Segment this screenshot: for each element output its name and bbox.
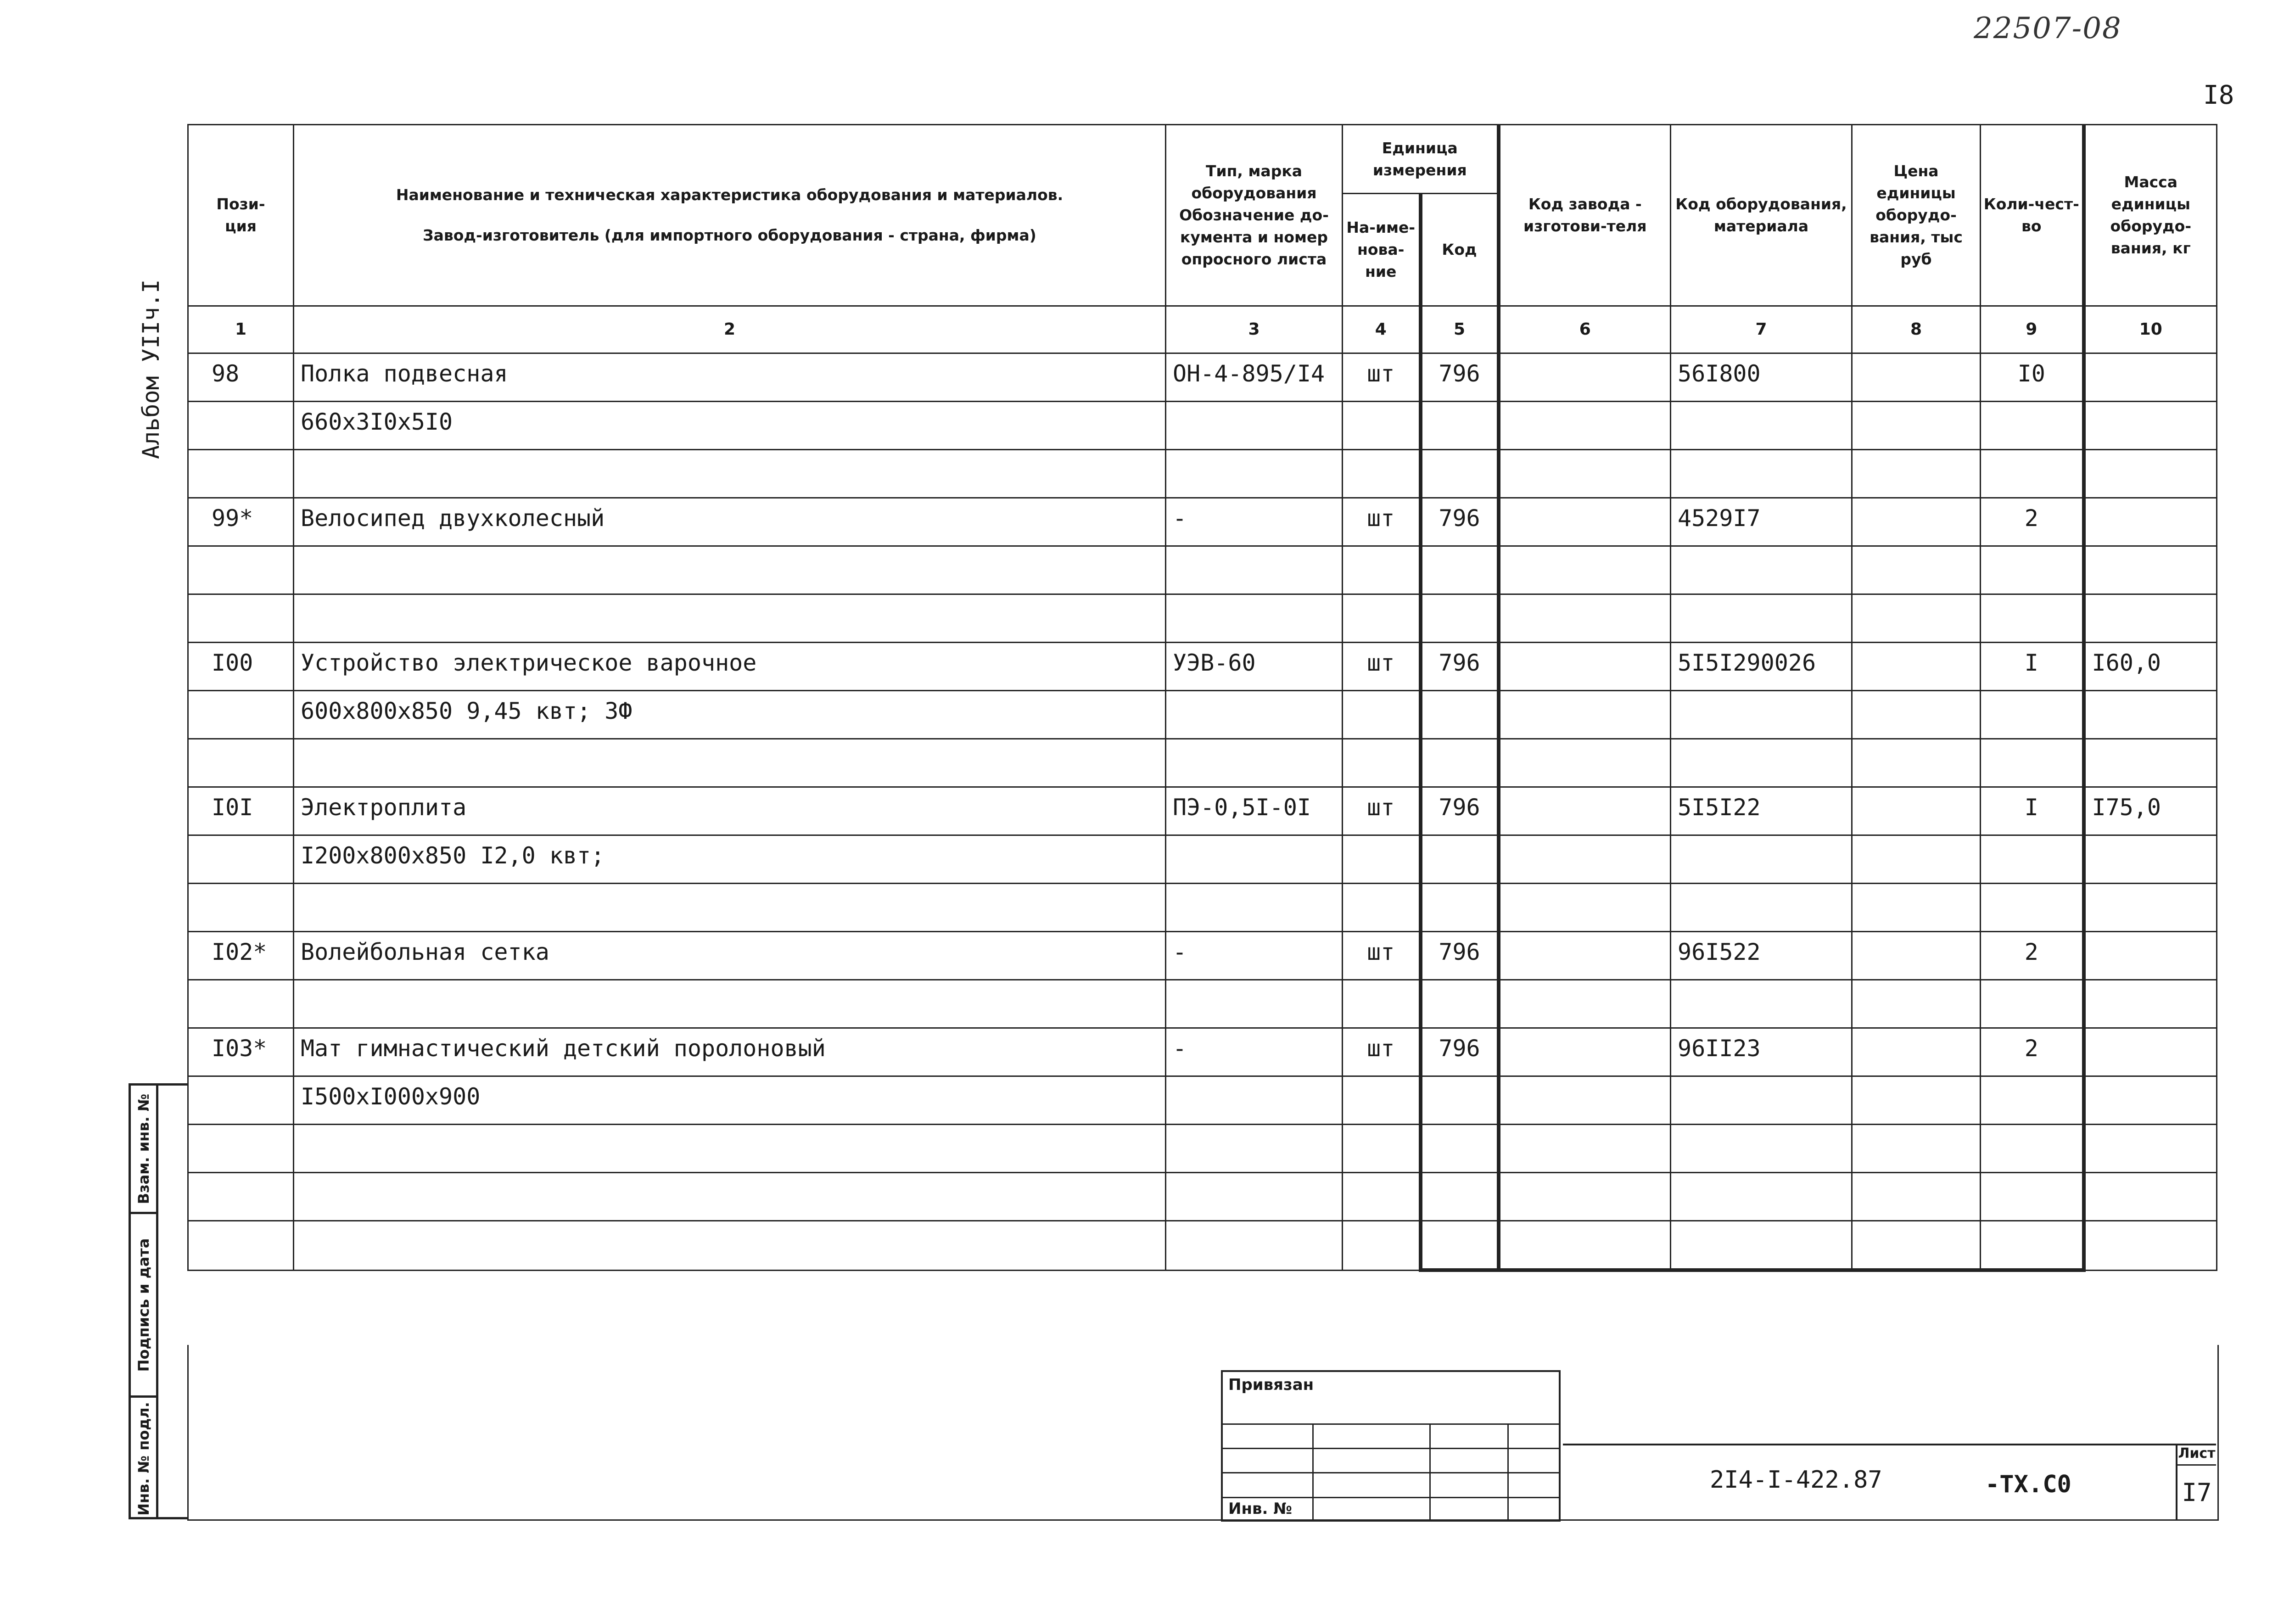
equipment-code-cell: 5I5I22 <box>1671 787 1852 835</box>
position-cell <box>188 546 294 594</box>
type-cell: - <box>1166 932 1343 980</box>
header-name-line1: Наименование и техническая характеристика оборудования и материалов. <box>396 186 1064 204</box>
unit-code-cell <box>1421 691 1499 739</box>
unit-cell <box>1343 546 1421 594</box>
type-cell: ПЭ-0,5I-0I <box>1166 787 1343 835</box>
header-name <box>294 125 1166 306</box>
unit-cell <box>1343 980 1421 1028</box>
table-row <box>188 353 2217 402</box>
price-cell <box>1852 980 1981 1028</box>
sheet-box <box>2176 1444 2216 1519</box>
equipment-code-cell: 4529I7 <box>1671 498 1852 546</box>
unit-cell: шт <box>1343 787 1421 835</box>
mass-cell <box>2084 1125 2217 1173</box>
type-cell: - <box>1166 1028 1343 1076</box>
quantity-cell <box>1981 980 2084 1028</box>
mass-cell <box>2084 884 2217 932</box>
factory-code-cell <box>1499 691 1671 739</box>
unit-cell: шт <box>1343 353 1421 402</box>
column-number: 5 <box>1421 306 1499 353</box>
unit-code-cell: 796 <box>1421 643 1499 691</box>
mass-cell <box>2084 739 2217 787</box>
side-stamp <box>129 1083 187 1519</box>
sheet-label: Лист <box>2177 1445 2216 1466</box>
side-stamp-inv-podl <box>131 1398 158 1519</box>
price-cell <box>1852 546 1981 594</box>
quantity-cell: I0 <box>1981 353 2084 402</box>
table-row <box>188 691 2217 739</box>
privyazan-divider <box>1429 1423 1431 1520</box>
price-cell <box>1852 1076 1981 1125</box>
equipment-code-cell: 96II23 <box>1671 1028 1852 1076</box>
unit-cell <box>1343 1173 1421 1221</box>
unit-code-cell <box>1421 1125 1499 1173</box>
table-row <box>188 1076 2217 1125</box>
column-number: 7 <box>1671 306 1852 353</box>
factory-code-cell <box>1499 1221 1671 1271</box>
type-cell: УЭВ-60 <box>1166 643 1343 691</box>
type-cell <box>1166 739 1343 787</box>
table-row <box>188 1173 2217 1221</box>
equipment-code-cell: 5I5I290026 <box>1671 643 1852 691</box>
equipment-code-cell <box>1671 546 1852 594</box>
mass-cell <box>2084 932 2217 980</box>
table-row <box>188 980 2217 1028</box>
table-row <box>188 932 2217 980</box>
type-cell <box>1166 884 1343 932</box>
position-cell <box>188 1125 294 1173</box>
side-stamp-vzam <box>131 1086 158 1214</box>
factory-code-cell <box>1499 1076 1671 1125</box>
column-number: 3 <box>1166 306 1343 353</box>
table-row <box>188 1221 2217 1271</box>
table-row <box>188 498 2217 546</box>
handwritten-note: 22507-08 <box>1974 11 2122 45</box>
mass-cell <box>2084 1221 2217 1271</box>
sheet-number: I7 <box>2182 1478 2212 1507</box>
column-number: 8 <box>1852 306 1981 353</box>
quantity-cell <box>1981 1125 2084 1173</box>
unit-cell <box>1343 739 1421 787</box>
equipment-code-cell <box>1671 1221 1852 1271</box>
album-label: Альбом УIIч.I <box>138 279 164 459</box>
equipment-code-cell <box>1671 450 1852 498</box>
document-code-block <box>1563 1444 2216 1519</box>
mass-cell <box>2084 691 2217 739</box>
header-type: Тип, марка оборудования Обозначение до-кумента и номер опросного листа <box>1166 125 1343 306</box>
column-number: 9 <box>1981 306 2084 353</box>
name-cell <box>294 1125 1166 1173</box>
position-cell <box>188 739 294 787</box>
quantity-cell <box>1981 450 2084 498</box>
unit-code-cell <box>1421 980 1499 1028</box>
type-cell <box>1166 1221 1343 1271</box>
position-cell <box>188 1076 294 1125</box>
factory-code-cell <box>1499 1173 1671 1221</box>
factory-code-cell <box>1499 884 1671 932</box>
equipment-code-cell <box>1671 835 1852 884</box>
unit-code-cell: 796 <box>1421 498 1499 546</box>
quantity-cell <box>1981 835 2084 884</box>
price-cell <box>1852 835 1981 884</box>
unit-code-cell <box>1421 884 1499 932</box>
type-cell: ОН-4-895/I4 <box>1166 353 1343 402</box>
unit-code-cell: 796 <box>1421 1028 1499 1076</box>
type-cell <box>1166 594 1343 643</box>
equipment-code-cell: 96I522 <box>1671 932 1852 980</box>
page-number: I8 <box>2203 80 2234 110</box>
quantity-cell <box>1981 1076 2084 1125</box>
unit-cell <box>1343 1125 1421 1173</box>
name-cell: I500хI000х900 <box>294 1076 1166 1125</box>
position-cell: I00 <box>188 643 294 691</box>
position-cell: I03* <box>188 1028 294 1076</box>
price-cell <box>1852 1125 1981 1173</box>
unit-code-cell <box>1421 1221 1499 1271</box>
table-row <box>188 546 2217 594</box>
price-cell <box>1852 1173 1981 1221</box>
position-cell <box>188 594 294 643</box>
unit-cell <box>1343 884 1421 932</box>
header-mass: Масса единицы оборудо-вания, кг <box>2084 125 2217 306</box>
quantity-cell <box>1981 739 2084 787</box>
table-row <box>188 1125 2217 1173</box>
type-cell <box>1166 1125 1343 1173</box>
unit-code-cell: 796 <box>1421 353 1499 402</box>
unit-cell <box>1343 1076 1421 1125</box>
factory-code-cell <box>1499 450 1671 498</box>
unit-code-cell: 796 <box>1421 787 1499 835</box>
factory-code-cell <box>1499 835 1671 884</box>
column-number: 1 <box>188 306 294 353</box>
mass-cell <box>2084 450 2217 498</box>
unit-cell <box>1343 691 1421 739</box>
price-cell <box>1852 643 1981 691</box>
quantity-cell: 2 <box>1981 498 2084 546</box>
unit-code-cell <box>1421 450 1499 498</box>
privyazan-label: Привязан <box>1228 1376 1314 1394</box>
name-cell: Полка подвесная <box>294 353 1166 402</box>
unit-code-cell <box>1421 1173 1499 1221</box>
position-cell <box>188 402 294 450</box>
unit-cell: шт <box>1343 498 1421 546</box>
position-cell <box>188 884 294 932</box>
type-cell <box>1166 1173 1343 1221</box>
unit-cell: шт <box>1343 932 1421 980</box>
table-row <box>188 1028 2217 1076</box>
column-number: 2 <box>294 306 1166 353</box>
type-cell <box>1166 402 1343 450</box>
unit-code-cell: 796 <box>1421 932 1499 980</box>
position-cell: 98 <box>188 353 294 402</box>
name-cell <box>294 980 1166 1028</box>
header-position: Пози- ция <box>188 125 294 306</box>
factory-code-cell <box>1499 353 1671 402</box>
mass-cell <box>2084 402 2217 450</box>
unit-code-cell <box>1421 739 1499 787</box>
equipment-code-cell <box>1671 1076 1852 1125</box>
type-cell <box>1166 450 1343 498</box>
equipment-code-cell <box>1671 1125 1852 1173</box>
name-cell: Мат гимнастический детский поролоновый <box>294 1028 1166 1076</box>
quantity-cell <box>1981 691 2084 739</box>
factory-code-cell <box>1499 932 1671 980</box>
mass-cell <box>2084 980 2217 1028</box>
name-cell: Электроплита <box>294 787 1166 835</box>
mass-cell <box>2084 1028 2217 1076</box>
position-cell: I02* <box>188 932 294 980</box>
table-row <box>188 787 2217 835</box>
inventory-number-label: Инв. № <box>1228 1500 1293 1518</box>
unit-code-cell <box>1421 835 1499 884</box>
quantity-cell <box>1981 546 2084 594</box>
name-cell: I200х800х850 I2,0 квт; <box>294 835 1166 884</box>
equipment-code-cell <box>1671 884 1852 932</box>
name-cell <box>294 594 1166 643</box>
factory-code-cell <box>1499 980 1671 1028</box>
mass-cell <box>2084 353 2217 402</box>
unit-cell: шт <box>1343 1028 1421 1076</box>
unit-code-cell <box>1421 402 1499 450</box>
quantity-cell <box>1981 402 2084 450</box>
unit-cell <box>1343 1221 1421 1271</box>
name-cell <box>294 739 1166 787</box>
name-cell: Волейбольная сетка <box>294 932 1166 980</box>
name-cell <box>294 884 1166 932</box>
column-number: 4 <box>1343 306 1421 353</box>
factory-code-cell <box>1499 594 1671 643</box>
header-quantity: Коли-чест-во <box>1981 125 2084 306</box>
type-cell <box>1166 691 1343 739</box>
header-unit-name: На-име-нова-ние <box>1343 194 1421 306</box>
privyazan-divider <box>1507 1423 1509 1520</box>
position-cell <box>188 1173 294 1221</box>
name-cell <box>294 450 1166 498</box>
position-cell <box>188 980 294 1028</box>
table-row <box>188 884 2217 932</box>
quantity-cell: I <box>1981 643 2084 691</box>
quantity-cell: I <box>1981 787 2084 835</box>
factory-code-cell <box>1499 498 1671 546</box>
table-row <box>188 643 2217 691</box>
equipment-code-cell <box>1671 980 1852 1028</box>
unit-code-cell <box>1421 546 1499 594</box>
quantity-cell <box>1981 1221 2084 1271</box>
price-cell <box>1852 450 1981 498</box>
type-cell <box>1166 1076 1343 1125</box>
quantity-cell <box>1981 884 2084 932</box>
price-cell <box>1852 1028 1981 1076</box>
equipment-code-cell <box>1671 594 1852 643</box>
price-cell <box>1852 594 1981 643</box>
mass-cell: I75,0 <box>2084 787 2217 835</box>
mass-cell <box>2084 1076 2217 1125</box>
unit-code-cell <box>1421 1076 1499 1125</box>
type-cell: - <box>1166 498 1343 546</box>
price-cell <box>1852 402 1981 450</box>
name-cell: Велосипед двухколесный <box>294 498 1166 546</box>
factory-code-cell <box>1499 787 1671 835</box>
privyazan-divider <box>1312 1423 1314 1520</box>
unit-cell: шт <box>1343 643 1421 691</box>
factory-code-cell <box>1499 1125 1671 1173</box>
position-cell <box>188 835 294 884</box>
header-name-line2: Завод-изготовитель (для импортного оборудования - страна, фирма) <box>423 226 1036 244</box>
unit-code-cell <box>1421 594 1499 643</box>
mass-cell <box>2084 835 2217 884</box>
unit-cell <box>1343 835 1421 884</box>
mass-cell <box>2084 1173 2217 1221</box>
mass-cell <box>2084 498 2217 546</box>
equipment-code-cell: 56I800 <box>1671 353 1852 402</box>
unit-cell <box>1343 594 1421 643</box>
name-cell: 600х800х850 9,45 квт; 3Ф <box>294 691 1166 739</box>
factory-code-cell <box>1499 402 1671 450</box>
name-cell <box>294 546 1166 594</box>
price-cell <box>1852 1221 1981 1271</box>
position-cell: I0I <box>188 787 294 835</box>
name-cell <box>294 1173 1166 1221</box>
header-equipment-code: Код оборудования, материала <box>1671 125 1852 306</box>
position-cell: 99* <box>188 498 294 546</box>
column-number: 6 <box>1499 306 1671 353</box>
table-row <box>188 739 2217 787</box>
quantity-cell <box>1981 1173 2084 1221</box>
factory-code-cell <box>1499 1028 1671 1076</box>
column-numbers-row <box>188 306 2217 353</box>
quantity-cell: 2 <box>1981 932 2084 980</box>
table-row <box>188 594 2217 643</box>
type-cell <box>1166 980 1343 1028</box>
side-stamp-podpis <box>131 1214 158 1398</box>
price-cell <box>1852 691 1981 739</box>
unit-cell <box>1343 402 1421 450</box>
mass-cell: I60,0 <box>2084 643 2217 691</box>
type-cell <box>1166 546 1343 594</box>
equipment-code-cell <box>1671 739 1852 787</box>
factory-code-cell <box>1499 546 1671 594</box>
table-row <box>188 450 2217 498</box>
type-cell <box>1166 835 1343 884</box>
name-cell: Устройство электрическое варочное <box>294 643 1166 691</box>
position-cell <box>188 691 294 739</box>
side-stamp-inv-podl-label: Инв. № подл. <box>134 1401 152 1516</box>
price-cell <box>1852 884 1981 932</box>
price-cell <box>1852 498 1981 546</box>
mass-cell <box>2084 594 2217 643</box>
side-stamp-vzam-label: Взам. инв. № <box>134 1093 152 1204</box>
price-cell <box>1852 787 1981 835</box>
header-unit: Единица измерения <box>1343 125 1499 194</box>
quantity-cell <box>1981 594 2084 643</box>
price-cell <box>1852 353 1981 402</box>
table-row <box>188 835 2217 884</box>
header-price: Цена единицы оборудо-вания, тыс руб <box>1852 125 1981 306</box>
header-unit-code: Код <box>1421 194 1499 306</box>
factory-code-cell <box>1499 739 1671 787</box>
quantity-cell: 2 <box>1981 1028 2084 1076</box>
equipment-code-cell <box>1671 1173 1852 1221</box>
document-code-suffix: -ТХ.С0 <box>1985 1471 2071 1498</box>
factory-code-cell <box>1499 643 1671 691</box>
price-cell <box>1852 739 1981 787</box>
equipment-code-cell <box>1671 402 1852 450</box>
equipment-code-cell <box>1671 691 1852 739</box>
mass-cell <box>2084 546 2217 594</box>
document-code: 2I4-I-422.87 <box>1710 1466 1882 1494</box>
specification-table <box>187 124 2217 1272</box>
table-row <box>188 402 2217 450</box>
side-stamp-podpis-label: Подпись и дата <box>134 1238 152 1372</box>
position-cell <box>188 1221 294 1271</box>
name-cell: 660х3I0х5I0 <box>294 402 1166 450</box>
price-cell <box>1852 932 1981 980</box>
name-cell <box>294 1221 1166 1271</box>
unit-cell <box>1343 450 1421 498</box>
privyazan-block <box>1221 1370 1561 1522</box>
column-number: 10 <box>2084 306 2217 353</box>
header-factory-code: Код завода - изготови-теля <box>1499 125 1671 306</box>
position-cell <box>188 450 294 498</box>
